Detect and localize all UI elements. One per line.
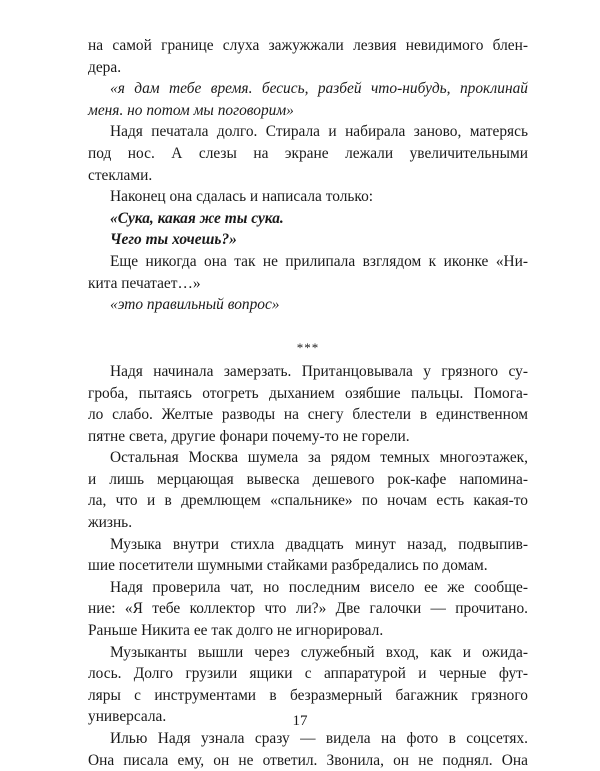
text-line: под нос. А слезы на экране лежали увеличительными [88, 144, 528, 162]
text-line: ляры с инструментами в безразмерный багажник грязного [88, 686, 528, 704]
text-line: и лишь мерцающая вывеска дешевого рок-кафе напомина- [88, 470, 528, 488]
chat-message-line: «Сука, какая же ты сука. [110, 209, 284, 227]
text-line: жизнь. [88, 514, 133, 532]
text-line: ло слабо. Желтые разводы на снегу блестели в единственном [88, 406, 528, 424]
text-line: на самой границе слуха зажужжали лезвия невидимого блен- [88, 37, 528, 54]
text-line: Музыка внутри стихла двадцать минут назад, подвыпив- [110, 535, 528, 553]
text-line: лось. Долго грузили ящики с аппаратурой и черные фут- [88, 665, 528, 683]
text-line: Надя печатала долго. Стирала и набирала заново, матерясь [110, 123, 528, 141]
text-line: пятне света, другие фонари почему-то не горели. [88, 427, 410, 445]
chat-message-line: «это правильный вопрос» [110, 296, 280, 314]
text-line: Илью Надя узнала сразу — видела на фото в соцсетях. [110, 730, 528, 747]
text-line: шие посетители шумными стайками разбредались по домам. [88, 557, 488, 575]
chat-message-line: Чего ты хочешь?» [110, 231, 237, 249]
chat-message-line: «я дам тебе время. бесись, разбей что-нибудь, проклинай [110, 80, 528, 98]
text-line: Остальная Москва шумела за рядом темных многоэтажек, [110, 449, 528, 467]
text-line: ла, что и в дремлющем «спальнике» по ночам есть какая-то [88, 492, 528, 510]
text-line: ние: «Я тебе коллектор что ли?» Две галочки — прочитано. [88, 600, 528, 618]
text-line: стеклами. [88, 166, 153, 184]
text-line: кита печатает…» [88, 274, 201, 292]
text-line: Надя начинала замерзать. Пританцовывала у грязного су- [110, 362, 528, 380]
text-line: Она писала ему, он не ответил. Звонила, он не поднял. Она [88, 751, 528, 769]
section-separator: *** [296, 340, 320, 356]
text-line: Музыканты вышли через служебный вход, как и ожида- [110, 643, 528, 661]
text-line: гроба, пытаясь отогреть дыханием озябшие пальцы. Помога- [88, 384, 528, 402]
text-line: универсала. [88, 708, 167, 726]
text-line: Надя проверила чат, но последним висело ее же сообще- [110, 578, 528, 596]
text-line: Наконец она сдалась и написала только: [110, 188, 374, 206]
text-line: дера. [88, 58, 122, 76]
chat-message-line: меня. но потом мы поговорим» [88, 101, 294, 119]
book-page-text [88, 35, 528, 771]
text-line: Еще никогда она так не прилипала взглядом к иконке «Ни- [110, 252, 528, 270]
text-line: Раньше Никита ее так долго не игнорировал. [88, 622, 384, 640]
page-number: 17 [292, 713, 308, 729]
